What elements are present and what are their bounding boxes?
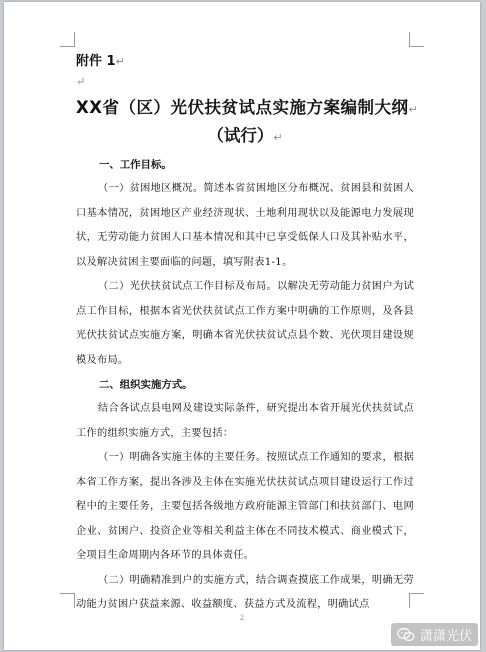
wechat-icon — [397, 627, 415, 643]
paragraph-mark: ↵ — [76, 75, 86, 88]
document-page — [4, 2, 480, 650]
document-title: XX省（区）光伏扶贫试点实施方案编制大纲↵ — [76, 98, 419, 117]
attachment-label: 附件 1↵ — [76, 54, 125, 69]
body-paragraph: （一）明确各实施主体的主要任务。按照试点工作通知的要求，根据本省工作方案，提出各涉及主体在实施光伏扶贫试点项目建设运行工作过程中的主要任务，主要包括各级地方政府能源主管部门和扶贫部门、电网企业、贫困户、投资企业等相关利益主体在不同技术模式、商业模式下，全项目生命周期内各环节的具体责任。 — [76, 452, 414, 561]
margin-mark-top-right — [409, 32, 424, 47]
document-subtitle: （试行）↵ — [207, 126, 283, 145]
section-heading: 二、组织实施方式。 — [99, 379, 193, 391]
document-body — [76, 46, 419, 618]
body-paragraph: （一）贫困地区概况。简述本省贫困地区分布概况、贫困县和贫困人口基本情况，贫困地区产业经济现状、土地利用现状以及能源电力发展现状，无劳动能力贫困人口基本情况和其中已享受低保人口及其补贴水平，以及解决贫困主要面临的问题，填写附表1-1。 — [76, 183, 414, 268]
watermark — [391, 623, 478, 646]
margin-mark-top-left — [60, 32, 75, 47]
watermark-text: 潇潇光伏 — [419, 629, 472, 644]
body-paragraph: 结合各试点县电网及建设实际条件，研究提出本省开展光伏扶贫试点工作的组织实施方式，主要包括： — [76, 403, 414, 439]
margin-mark-bottom-left — [60, 593, 75, 608]
page-number: 2 — [239, 614, 245, 622]
body-paragraph: （二）光伏扶贫试点工作目标及布局。以解决无劳动能力贫困户为试点工作目标，根据本省光伏扶贫试点工作方案中明确的工作原则，及各县光伏扶贫试点实施方案，明确本省光伏扶贫试点县个数、光伏项目建设规模及布局。 — [76, 281, 414, 366]
body-paragraph: （二）明确精准到户的实施方式，结合调查摸底工作成果，明确无劳动能力贫困户获益来源、收益额度、获益方式及流程，明确试点 — [76, 574, 414, 610]
section-heading: 一、工作目标。 — [99, 159, 172, 171]
